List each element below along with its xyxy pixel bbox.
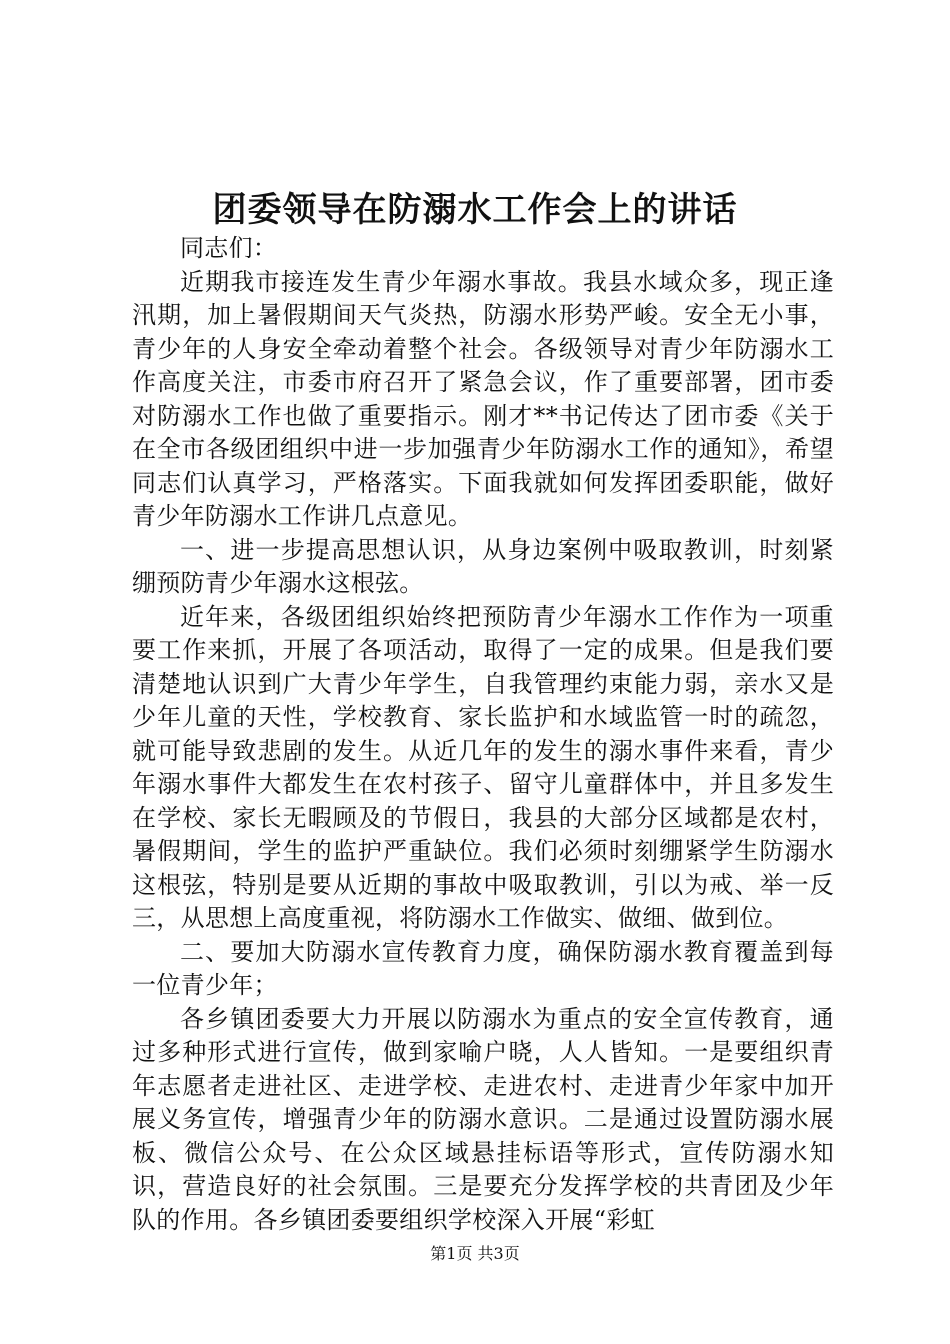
- body-paragraph: 近年来，各级团组织始终把预防青少年溺水工作作为一项重要工作来抓，开展了各项活动，取得了一定的成果。但是我们要清楚地认识到广大青少年学生，自我管理约束能力弱，亲水又是少年儿童的天性，学校教育、家长监护和水域监管一时的疏忽，就可能导致悲剧的发生。从近几年的发生的溺水事件来看，青少年溺水事件大都发生在农村孩子、留守儿童群体中，并且多发生在学校、家长无暇顾及的节假日，我县的大部分区域都是农村，暑假期间，学生的监护严重缺位。我们必须时刻绷紧学生防溺水这根弦，特别是要从近期的事故中吸取教训，引以为戒、举一反三，从思想上高度重视，将防溺水工作做实、做细、做到位。: [132, 602, 834, 932]
- section-heading-one: 一、进一步提高思想认识，从身边案例中吸取教训，时刻紧绷预防青少年溺水这根弦。: [132, 535, 834, 597]
- intro-paragraph: 近期我市接连发生青少年溺水事故。我县水域众多，现正逢汛期，加上暑假期间天气炎热，防溺水形势严峻。安全无小事，青少年的人身安全牵动着整个社会。各级领导对青少年防溺水工作高度关注，市委市府召开了紧急会议，作了重要部署，团市委对防溺水工作也做了重要指示。刚才**书记传达了团市委《关于在全市各级团组织中进一步加强青少年防溺水工作的通知》，希望同志们认真学习，严格落实。下面我就如何发挥团委职能，做好青少年防溺水工作讲几点意见。: [132, 267, 834, 530]
- salutation-paragraph: 同志们：: [180, 234, 278, 262]
- section-heading-two: 二、要加大防溺水宣传教育力度，确保防溺水教育覆盖到每一位青少年；: [132, 937, 834, 999]
- page-number-footer: 第1页 共3页: [430, 1244, 520, 1263]
- document-title: 团委领导在防溺水工作会上的讲话: [212, 190, 738, 230]
- body-paragraph: 各乡镇团委要大力开展以防溺水为重点的安全宣传教育，通过多种形式进行宣传，做到家喻户晓，人人皆知。一是要组织青年志愿者走进社区、走进学校、走进农村、走进青少年家中加开展义务宣传，增强青少年的防溺水意识。二是通过设置防溺水展板、微信公众号、在公众区域悬挂标语等形式，宣传防溺水知识，营造良好的社会氛围。三是要充分发挥学校的共青团及少年队的作用。各乡镇团委要组织学校深入开展“彩虹: [132, 1004, 834, 1234]
- document-body: [132, 232, 834, 1237]
